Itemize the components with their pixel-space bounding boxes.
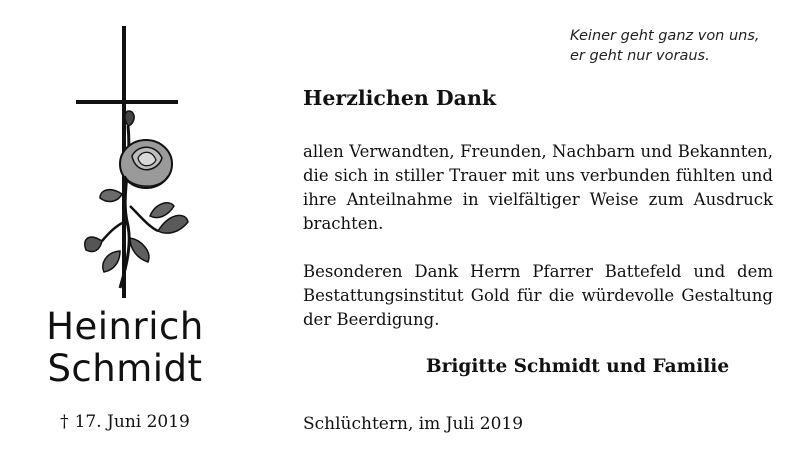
thanks-paragraph-2 xyxy=(303,260,773,332)
motto-line-1: Keiner geht ganz von uns, xyxy=(570,28,760,44)
thanks-paragraph-1 xyxy=(303,140,773,236)
thanks-heading: Herzlichen Dank xyxy=(303,86,497,110)
death-date-line xyxy=(20,412,230,432)
cross-with-rose-icon xyxy=(70,26,190,301)
deceased-name xyxy=(20,306,230,390)
place-and-date: Schlüchtern, im Juli 2019 xyxy=(303,414,524,434)
signature-family: Brigitte Schmidt und Familie xyxy=(426,356,730,377)
paragraph-2-line: Besonderen Dank Herrn Pfarrer Battefeld und dem xyxy=(303,262,773,281)
motto-quote xyxy=(570,26,770,66)
paragraph-1-line: die sich in stiller Trauer mit uns verbunden fühlten und xyxy=(303,166,773,185)
paragraph-1-line: ihre Anteilnahme in vielfältiger Weise zum Ausdruck xyxy=(303,190,773,209)
deceased-last-name: Schmidt xyxy=(47,347,203,390)
paragraph-2-line: der Beerdigung. xyxy=(303,310,440,329)
paragraph-2-line: Bestattungsinstitut Gold für die würdevolle Gestaltung xyxy=(303,286,773,305)
deceased-first-name: Heinrich xyxy=(46,305,204,348)
death-cross-symbol: † xyxy=(60,412,69,432)
death-date: 17. Juni 2019 xyxy=(74,412,190,432)
motto-line-2: er geht nur voraus. xyxy=(570,48,710,64)
paragraph-1-line: allen Verwandten, Freunden, Nachbarn und Bekannten, xyxy=(303,142,773,161)
paragraph-1-line: brachten. xyxy=(303,214,384,233)
